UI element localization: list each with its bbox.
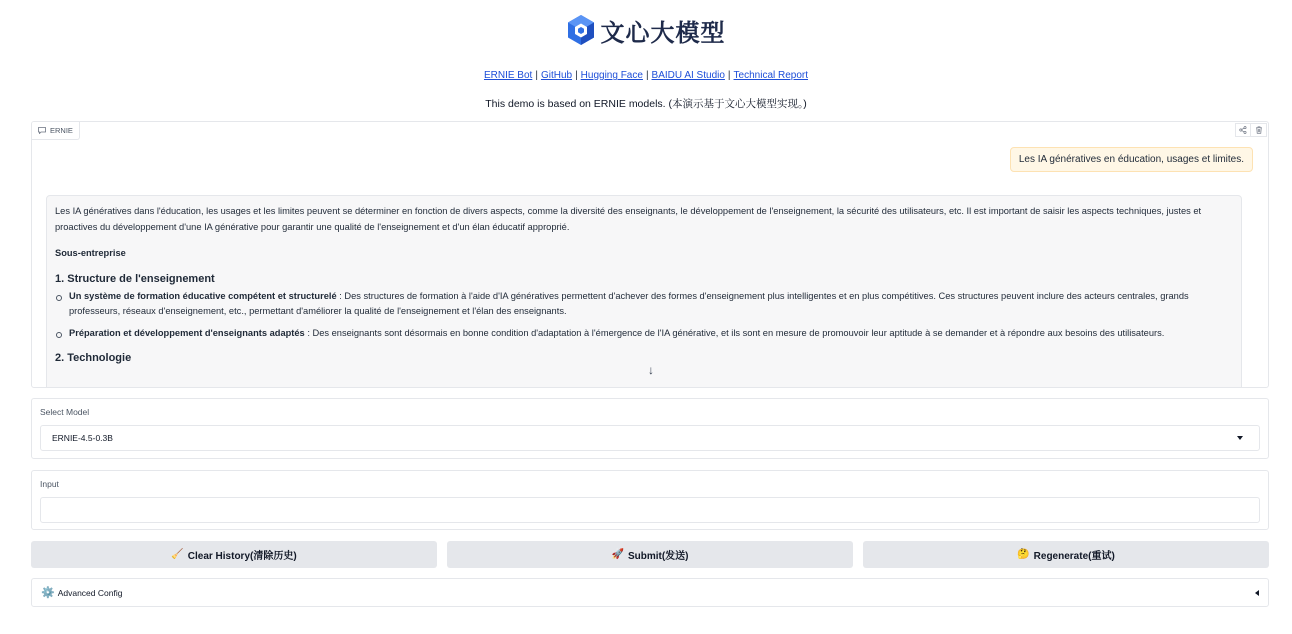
chatbot-actions xyxy=(1235,123,1267,137)
link-separator: | xyxy=(727,70,731,81)
link-separator: | xyxy=(535,70,538,81)
share-button[interactable] xyxy=(1235,123,1251,137)
link-separator: | xyxy=(645,70,649,81)
logo xyxy=(567,13,726,48)
bot-list xyxy=(55,289,1233,342)
bot-section-title: 1. Structure de l'enseignement xyxy=(55,272,215,285)
message-input[interactable] xyxy=(40,497,1260,523)
links-row xyxy=(0,70,1292,81)
model-select-panel xyxy=(31,398,1269,459)
link-baidu-ai-studio[interactable]: BAIDU AI Studio xyxy=(651,70,725,81)
chatbot-label-text: ERNIE xyxy=(50,126,73,135)
bot-section-title: 2. Technologie xyxy=(55,352,132,364)
thinking-face-icon: 🤔 xyxy=(1017,549,1030,560)
regenerate-label: Regenerate(重试) xyxy=(1033,551,1115,562)
user-message: Les IA génératives en éducation, usages et limites. xyxy=(1010,147,1253,172)
demo-note: This demo is based on ERNIE models. (本演示基于文心大模型实现。) xyxy=(485,98,807,110)
link-hugging-face[interactable]: Hugging Face xyxy=(580,70,643,81)
list-item xyxy=(55,289,1233,320)
chatbot-label xyxy=(32,122,80,140)
scroll-down-arrow-icon[interactable]: ↓ xyxy=(648,363,654,377)
list-item-bold: Un système de formation éducative compétent et structurelé xyxy=(69,290,337,301)
list-item-text: : Des enseignants sont désormais en bonne condition d'adaptation à l'émergence de l'IA générative, et ils sont en mesure de promouvoir leur aptitude à se demander et à répondre aux besoins des utilisateurs. xyxy=(304,327,1165,338)
model-select-label: Select Model xyxy=(40,407,90,417)
list-item-bold: Préparation et développement d'enseignants adaptés xyxy=(69,327,305,338)
submit-button[interactable] xyxy=(447,541,853,568)
link-ernie-bot[interactable]: ERNIE Bot xyxy=(483,70,533,81)
model-select-dropdown[interactable] xyxy=(40,425,1260,451)
advanced-config-label: Advanced Config xyxy=(57,587,123,598)
bot-subtitle: Sous-entreprise xyxy=(55,248,126,258)
list-item xyxy=(55,326,1233,342)
submit-label: Submit(发送) xyxy=(627,551,689,562)
bot-intro: Les IA génératives dans l'éducation, les usages et les limites peuvent se déterminer en fonction de divers aspects, comme la diversité des enseignants, le développement de l'enseignement, la sécurité des utilisateurs, etc. Il est important de saisir les aspects techniques, justes et proactives du développement d'une IA générative pour garantir une qualité de l'enseignement et d'un élan éducatif approprié. xyxy=(55,206,1202,232)
ernie-hex-logo-icon xyxy=(567,14,595,46)
rocket-icon: 🚀 xyxy=(611,549,624,560)
clear-history-label: Clear History(清除历史) xyxy=(187,551,297,562)
caret-left-icon xyxy=(1255,590,1259,596)
header xyxy=(0,12,1292,48)
input-panel xyxy=(31,470,1269,530)
share-icon xyxy=(1239,126,1247,134)
link-technical-report[interactable]: Technical Report xyxy=(733,70,809,81)
broom-icon: 🧹 xyxy=(171,549,184,560)
chat-icon xyxy=(38,127,46,134)
logo-text: 文心大模型 xyxy=(600,18,726,47)
chatbot-panel xyxy=(31,121,1269,388)
bot-message xyxy=(46,195,1242,388)
clear-history-button[interactable] xyxy=(31,541,437,568)
advanced-config-accordion[interactable] xyxy=(31,578,1269,607)
model-select-value: ERNIE-4.5-0.3B xyxy=(52,433,113,443)
gear-icon: ⚙️ xyxy=(41,587,55,599)
regenerate-button[interactable] xyxy=(863,541,1269,568)
input-label: Input xyxy=(40,479,59,489)
link-github[interactable]: GitHub xyxy=(540,70,573,81)
delete-button[interactable] xyxy=(1251,123,1267,137)
caret-down-icon xyxy=(1237,436,1243,440)
list-item-text: : Des structures de formation à l'aide d'IA génératives permettent d'achever des formes d'enseignement plus intelligentes et en plus compétitives. Ces structures peuvent inclure des acteurs centrales, grands professeurs, réseaux d'enseignement, etc., permettant d'améliorer la qualité de l'enseignement et l'élan des enseignants. xyxy=(69,290,1189,316)
trash-icon xyxy=(1255,126,1263,134)
link-separator: | xyxy=(575,70,578,81)
